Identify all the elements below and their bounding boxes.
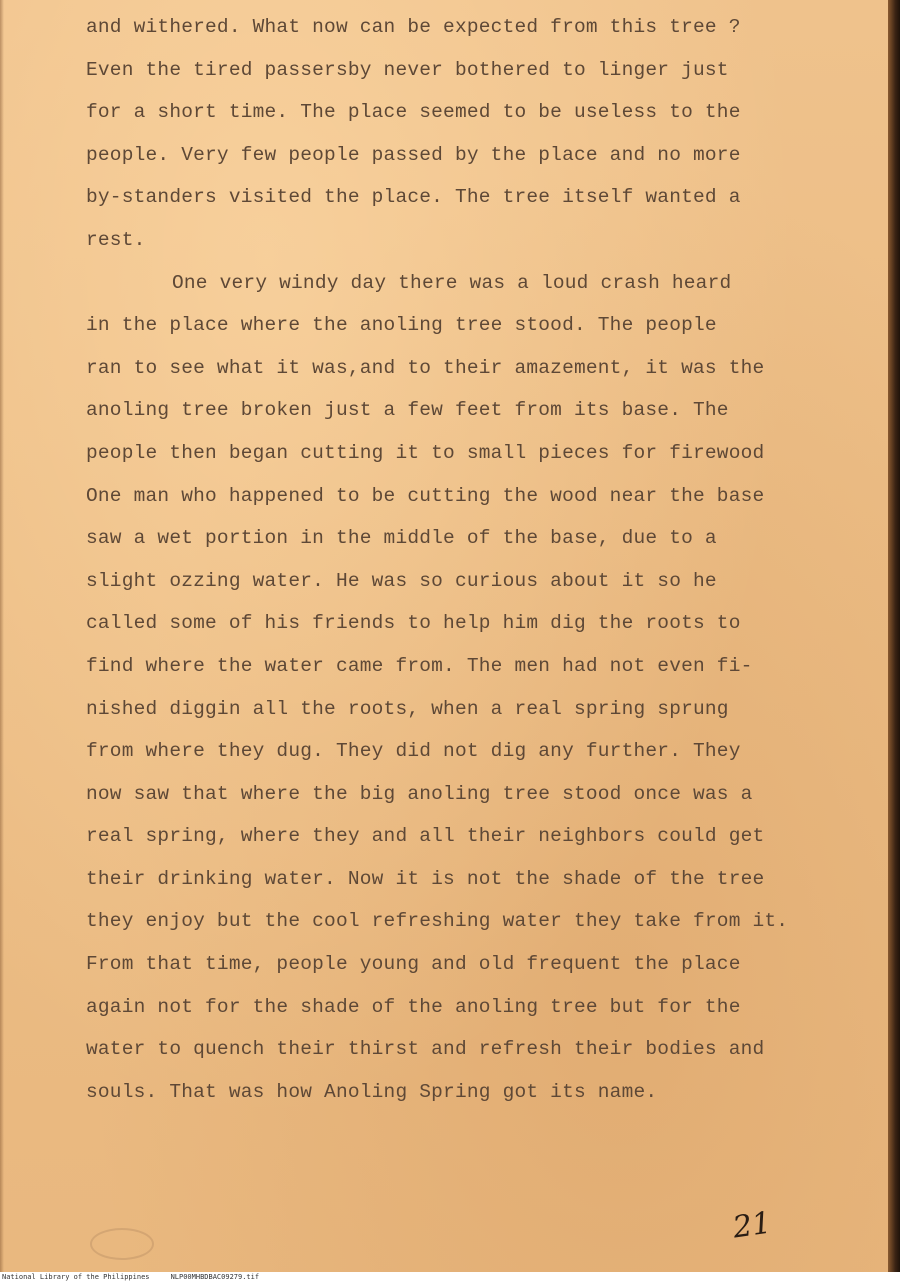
text-line: From that time, people young and old frequent the place [86, 953, 741, 976]
text-line: real spring, where they and all their neighbors could get [86, 825, 765, 848]
text-line: their drinking water. Now it is not the shade of the tree [86, 867, 765, 890]
text-line: now saw that where the big anoling tree stood once was a [86, 782, 753, 805]
text-line: water to quench their thirst and refresh their bodies and [86, 1038, 765, 1061]
text-line: they enjoy but the cool refreshing water they take from it. [86, 910, 789, 933]
scan-right-edge [888, 0, 900, 1272]
handwritten-page-number: 21 [730, 1205, 774, 1246]
scan-footer-caption: National Library of the Philippines NLP00MHBDBAC09279.tif [2, 1273, 260, 1281]
text-line: One man who happened to be cutting the wood near the base [86, 484, 765, 507]
text-line: again not for the shade of the anoling tree but for the [86, 995, 741, 1018]
page-left-shadow [0, 0, 4, 1272]
text-line: souls. That was how Anoling Spring got its name. [86, 1080, 658, 1103]
faint-bleedthrough-mark [90, 1228, 154, 1260]
text-line: anoling tree broken just a few feet from its base. The [86, 399, 729, 422]
text-line: nished diggin all the roots, when a real spring sprung [86, 697, 729, 720]
text-line: in the place where the anoling tree stood. The people [86, 314, 717, 337]
text-line: ran to see what it was,and to their amazement, it was the [86, 356, 765, 379]
text-line: people then began cutting it to small pieces for firewood [86, 441, 765, 464]
text-line: people. Very few people passed by the place and no more [86, 143, 741, 166]
text-line: for a short time. The place seemed to be useless to the [86, 101, 741, 124]
text-line: saw a wet portion in the middle of the base, due to a [86, 527, 717, 550]
text-line: find where the water came from. The men had not even fi- [86, 654, 753, 677]
text-line: slight ozzing water. He was so curious about it so he [86, 569, 717, 592]
text-line: and withered. What now can be expected from this tree ? [86, 16, 741, 38]
text-line: One very windy day there was a loud crash heard [172, 271, 732, 294]
text-line: called some of his friends to help him dig the roots to [86, 612, 741, 635]
typewritten-text [86, 6, 846, 1113]
text-line: by-standers visited the place. The tree itself wanted a [86, 186, 741, 209]
scan-footer-bar [0, 1272, 900, 1283]
text-line: from where they dug. They did not dig any further. They [86, 740, 741, 763]
text-line: Even the tired passersby never bothered to linger just [86, 58, 729, 81]
text-line: rest. [86, 228, 146, 251]
